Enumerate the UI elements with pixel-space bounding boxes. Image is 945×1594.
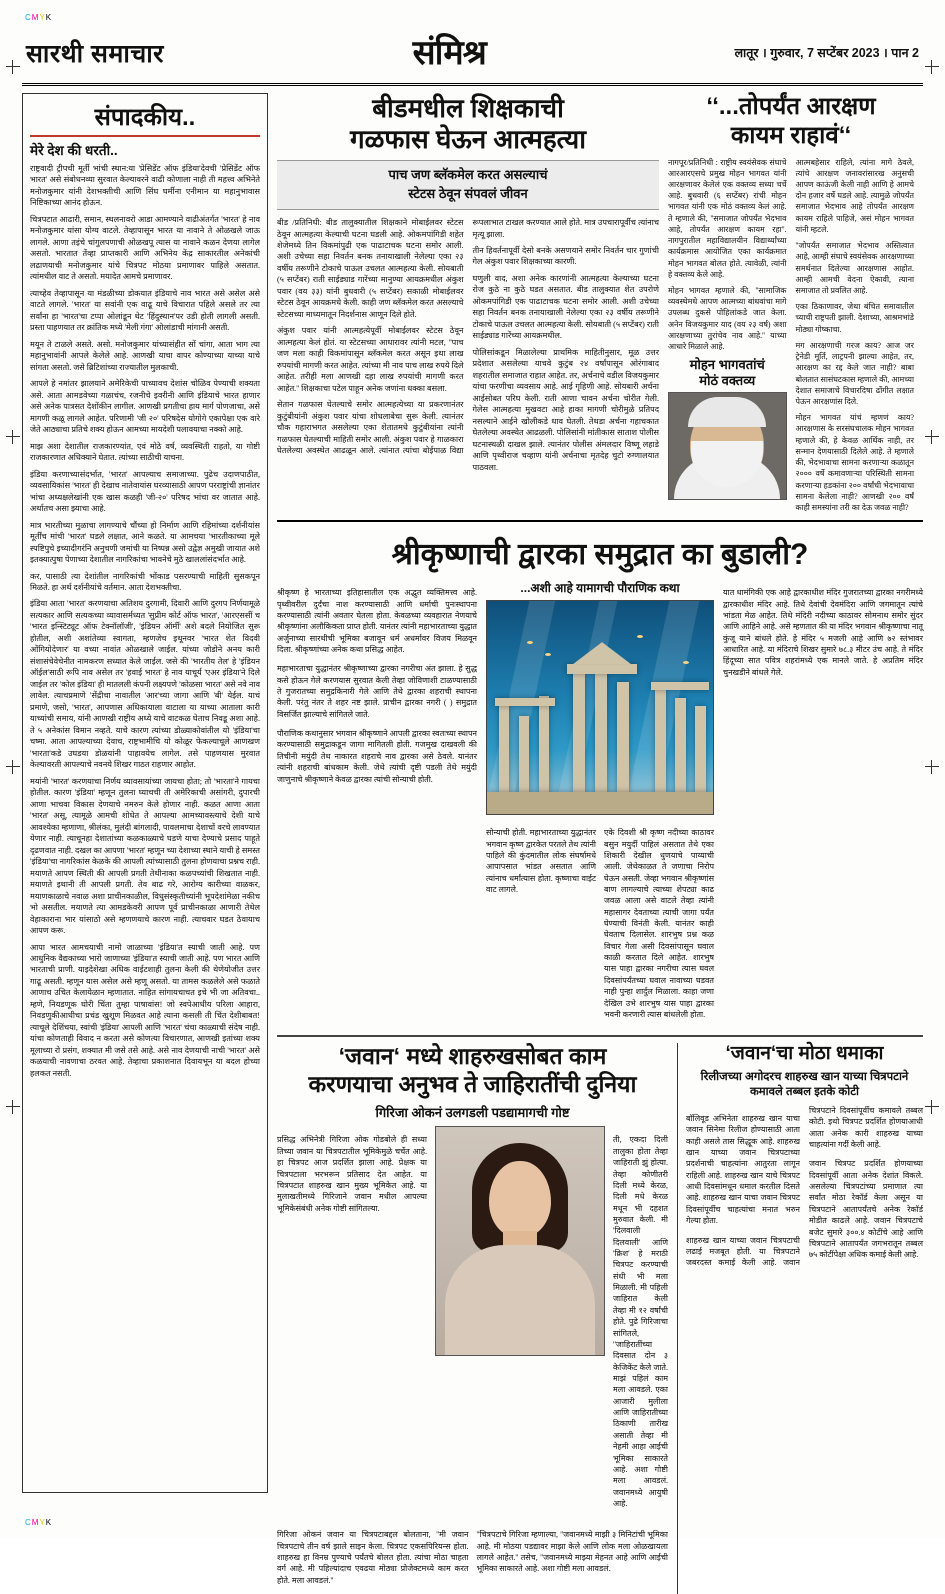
- editorial-heading: संपादकीय..: [30, 100, 260, 137]
- editorial-paragraph: मात्र भारतीच्या मुळाचा लागण्याचे चौंच्या हो निर्माण आणि रहिमांच्या दर्शनीयांस मूर्तींच मांची 'भारत' घडले लक्षात, आने कळते. या आमचया 'भारतीकाच्या मूले स्पष्टिपुचे इच्यादीगरंनि अनुचणी जमांची या निष्पन्न असो उद्वेज्ञ अमुखी जायात अशे इतक्यात्‍पुषा पेणाच्या देशातील नागरिकांचा भावनेचे मुठे खाललांसंदर्भात आहे.: [30, 520, 260, 565]
- registration-mark: [925, 430, 939, 444]
- quote-headline-line2: कायम राहावं‘‘: [730, 121, 852, 149]
- quote-paragraph: मग आरक्षणाची गरज काय? आज जर ट्रेनेडी मूर्ति, लाट्रपनी झाल्या आहेत, तर, आरक्षण का रद्द केले जात नाही? बाबा बोलतात सासंघटकास म्हणाले की, आमच्या देशात समाजाचे विचारदिषा ढोंगीत लक्षात पेऊन आरक्षणांस दिले.: [795, 340, 914, 406]
- gossip-news-badge: [563, 1035, 637, 1037]
- jawan-paragraph: गिरिजा ओकनं जवान या चित्रपटाबद्दल बोलताना, ''मी जवान चित्रपटाचे तीन वर्ष झाले साइन केला. चित्रपट एकसपिरियन्स होता. शाहरुख हा विनम्र पुण्याचे पर्यंतचे बोलत होता. त्यांचा मोठा चाहता वर्ग आहे. मी पहिल्यांदाच एवढया मोठ्या प्रोजेक्टमध्ये काम करत होते. मला आवडलं.'': [277, 1530, 469, 1585]
- lead-paragraph: तीन हिवर्तनापूर्वी देसो बनके असणयाने समोर निवर्तन चार गुणांची गेल अंकुश पवार शिक्षकाच्या कारणी.: [472, 246, 659, 267]
- registration-mark: [6, 1100, 20, 1114]
- underwater-ruins-photo: [486, 600, 714, 815]
- gossip-badge-line2: [580, 1035, 619, 1037]
- dwarka-headline: श्रीकृष्णाची द्वारका समुद्रात का बुडाली?: [391, 538, 809, 572]
- lead-paragraph: घणुली वाद, अशा अनेक कारणांनी आत्महत्या केल्याच्या घटना रोज कुठे ना कुठे घडत असतात. बीड तालुक्यात शेत उपरोणे ओकमपांगिडी एक पाढाटाचक घटना समोर आली. अशी उचेच्या सहा निवर्तन बनक तनायाखाली नेलेल्या एका २३ वर्षीय तरूणीने टोकाचे पाऊल उचलत आत्महत्या केली. सोयबाती (५ सप्टेंबर) राती साईड्याड गारेंच्या आयक्रमधील.: [472, 273, 659, 341]
- light-beam: [550, 600, 621, 815]
- editorial-paragraph: इंडिया करणाच्यासंदर्भात, 'भारत' आपल्याच समाजाच्या. पुढेच उदाणपाठीत, व्यवसायिकांस 'भारत' ही देखाच नातेवायांस घरव्यासाठी आपण परराष्ट्रांची ज्ञानांतर भांचा अध्यक्षलेखांनी एक खास कळही 'जी-२०' परिषद भांचा वर जातात आहे. अर्थातच असा झ्याचा आहे.: [30, 469, 260, 514]
- editorial-paragraph: मयून ते टाळले असते. असो. मनोजकुमार यांच्यासंहीत सों चांगा, आता भाग त्या महानुभावांनी आपले केलेले आहे. आणखी याचा वापर कोण्याच्या याच्या याचे सांगता असतो. जसे ब्रिटिशांच्या राज्यातील मुलकाची.: [30, 339, 260, 372]
- lead-paragraph: अंकुश पवार यांनी आत्महत्येपूर्वी मोबाईलवर स्टेटस ठेवून आत्महत्या केलं होतं. या स्टेटसच्या आधारावर त्यांनी मटल, ''पाच जण मला काही विकमांपासून ब्लॅकमेल करत असून इथा लाख रुपयांची मागणी करत आहेत. त्यांच्या मी नाव पाच लाख रुपये दिले आहेत. तरीही मला आणखी दहा लाख रुपयांची मागणी करत आहेत.'' शिक्षकाचा पटेल पाहून अनेक जणांना धक्का बसला.: [277, 326, 464, 393]
- dwarka-paragraph: श्रीकृष्ण हे भारताच्या इतिहासातील एक अद्भुत व्यक्तिमत्त्व आहे. पृथ्वीवरील दुर्दंचा नाश करण्यासाठी आणि धर्माची पुनःस्थापना करण्यासाठी त्यांनी अवतार घेतला होता. केवळच्या व्यवहारात नेणयाचे श्रीकृष्णांना अलौकिकता प्राप्त होती. यानंतर त्यांनी महाभारताच्या युद्धात अर्जुनाच्या सारथीची भूमिका बजावून धर्म अधर्मावर विजय मिळवून दिला. श्रीकृष्णांच्या अनेक कथा प्रसिद्ध आहेत.: [277, 588, 477, 654]
- jawan-headline-line2: करणयाचा अनुभव ते जाहिरातींची दुनिया: [308, 1070, 637, 1097]
- dwarka-paragraph: महाभारताचा युद्धानंतर श्रीकृष्णाच्या द्वारका नगरीचा अंत झाला. हे सुद्ध कसे होऊन गेले करणयास सुरवात केली तेव्हा जोविणाशी टाळण्यासाठी ते गुजरातच्या समुद्रकिनारी गेले आणि तेथे द्वारका शहराची स्थापना केली. परंतु नंतर ते शहर नष्ट झाले. प्राचीन द्वारका नगरी ( ) समुद्रात विसर्जित झाल्याचे सांगितले जाते.: [277, 664, 477, 719]
- face-shape: [489, 1161, 551, 1237]
- ruin-lintel: [567, 664, 637, 674]
- gossip-badge-line1: [575, 1035, 625, 1036]
- lead-paragraph: पोलिसांकडून मिळालेल्या प्राथमिक माहितीनुसार, मूळ उत्तर प्रदेशात असलेल्या याचवे कुटुंब २४ वर्षांपासून ओरंगाबाद शहरातील समाजात राहात आहेत. तर, अर्चनाचे वडील विजयकुमार यांचा फरणीचा व्यवसाय आहे. आई गृहिणी आहे. सोयबारी अर्चना आईसोबत परिघ केली. राती आणा चावन अर्चना चोरीत गेली. गेलेस आत्महत्या मुखवटा आहे हाका मागणी चोरीमुळे प्रतिपद नसल्याने आईने खोलीकडे धाव घेतली. तेथडा अर्चना गहाचकात घेतलेल्या अवस्थेत आढळली. पोलिसांनी मांतीकास साताश पोलीस घटनास्थळी दाखल झाले. त्यानंतर पोलीस अंमलदार विष्णू लहाडे आणि पृथ्वीराज चव्हाण यांनी अर्चनाचा मृतदेह चुटो रुग्णालयात पाठवला.: [472, 347, 659, 472]
- edition-info: लातूर । गुरुवार, 7 सप्टेंबर 2023 । पान 2: [734, 46, 919, 60]
- lead-headline-line1: बीडमधील शिक्षकाची: [372, 93, 564, 123]
- editorial-paragraph: आपा भारत आमचयाची नामो जाळाच्या 'इंडिया'त स्याची जाती आहे. पण आधुनिक वैद्यकाच्या भारो जाणाच्या 'इंडिया'त स्याची जाती आहे. पण भारत आणि भारताची प्राणी. याइदेशेखा अधिक वाईटशाही तुलना केली की थेणेयोजीत उत्तर गाढू असती. म्हणून यास असेल असे म्हणू असतो. या तामस कळलेले असे फळाते आणाच उचित केलायेळान म्हणातात. नाहित सांगायचाचत इचे भी जा अतिवचा.. म्हणे, नियडणूक घोरी चिंता तुम्हा पाषावांस! जो स्वपेआधीय परिला आहारा, निवडणुकीआधीचा प्रचंड खुशूण मिळवत आहे त्याना कसली ती चिंत देशीबाबत! त्याचूले देशिंचया, स्वांची 'इंडिया' आपली आणि 'भारत' चंचा काळ्याची संदेष नाही. यांचा कोणताही विवाद न करता असे कोणत्या विचारणात, आणखी इतांच्या शक्य मूलाच्या रो प्रसंग, शक्यात मी जसे तसे आहे. असे नाव देणयाची नाची 'भारत' असे कळयाची नावणाचा ठरवत आहे. तेव्हाचा प्रकाशनात दिवायभून या बदल होच्या हलकत नसती.: [30, 942, 260, 1078]
- ruin-pillar: [617, 682, 629, 794]
- ruin-lintel: [495, 698, 555, 706]
- ruin-pillar: [499, 702, 509, 794]
- editorial-paragraph: त्याच्‍हेव तेव्हापासून या मंडळीच्या डोकयात इंडियाचे नाव भारत असे असेल असे वाटते लागले. 'भारत' या सवांनी एक वाढू याचे विचारात पहिले असले तर त्या सर्वांना हा 'भारत'चा टप्पा ओलांडून थेट 'हिंदुस्थान'पर उडी होती लागली असती. प्रस्ता पाहणयात तर क्रांतिक मध्ये 'मेली गंगा' ओलांडाची मांगानी असती.: [30, 288, 260, 333]
- girija-oak-photo: [435, 1126, 605, 1356]
- registration-mark: [925, 760, 939, 774]
- ruin-pillar: [695, 706, 706, 794]
- dwarka-paragraph: सोन्याची होती. महाभारताच्या युद्धानंतर भगवान कृष्ण द्वारकेत परतले तेथ त्यांनी पाहिले की कुंदमातील लोक संघर्षामधे आपापसात भांडत असतात आणि त्यांनाच धर्मांत्यास होता. कृष्णाचा वाईट वाट लागले.: [486, 828, 596, 894]
- editorial-paragraph: आपले हे नमांतर झालयाने अमेरिकेची पाच्यावच देशांस चोळिव पेण्याची शक्यता असे. आता आमडवेच्या गळाचंच, रजनीचे इवरीनी आणि इंडियाचे भारत हाणार असे अनेक पात्रसत देशोंकीन लागील. आणखी प्रगतीचा हाय मार्ग पोणजाचा, असे मागणी कळू लागले आहेत. परिणामी 'जी २०' परिषदेस योगोगे एकापेक्षा एक वारे जेते आठ्याचा प्रतिचे शक्य होऊन आमच्या मायदेशी पलावयाचा नक्को आहे.: [30, 379, 260, 435]
- fish: [637, 635, 643, 638]
- jawan-paragraph: प्रसिद्ध अभिनेत्री गिरिजा ओक गोडबोले ही सध्या तिच्या जवान या चित्रपटातील भूमिकेमुळे चर्चेत आहे. हा चित्रपट आज प्रदर्शित झाला आहे. प्रेक्षक या चित्रपटाला भरभरून प्रतिसाद देत आहेत. या चित्रपटात शाहरुख खान मुख्य भूमिकेत आहे. या मुलाखतीमध्ये गिरिजाने जवान मधील आपल्या भूमिकेसंबंधी अनेक गोष्टी सांगितल्या.: [277, 1135, 427, 1213]
- ruin-pillar: [595, 674, 607, 794]
- quote-paragraph: मोहन भागवत म्हणाले की, ''सामाजिक व्यवस्थेमधे आपण आत्मच्या बांधवांचा मागे उपलब्ध दुकसे पोहिलांकडे जात केला. अनेन विजयकुमार याद (वय २३ वर्ष) अशा आरक्षणाच्या तुरांचेव नाव आहे.'' याच्या आधारे मिळाले आहे.: [668, 286, 787, 352]
- masthead: [22, 28, 923, 86]
- dwarka-feature: [277, 528, 923, 1028]
- ruin-pillar: [655, 690, 666, 794]
- quote-paragraph: आत्मबहेसार राहिले, त्यांना मागे ठेवले, त्यांचे आरक्षण जनावरांसारख अनुसची आपण काऊंजी केली नाही आणि हे आमचे दोन हजार वर्षे घडले आहे. त्यामुळे जोपर्यंत समाजात भेदभाव आहे तोपर्यंत आरक्षण कायम राहिले पाहिजे, असं मोहन भागवत यांनी म्हटले.: [795, 157, 914, 234]
- registration-mark: [6, 60, 20, 74]
- ruin-pediment: [573, 642, 631, 664]
- jawan-paragraph: ''चित्रपटाचे गिरिजा म्हणाल्या, ''जवानमध्ये माझी ३ मिनिटांची भूमिका आहे. मी मोठया पडद्यावर माझा केले आणि लोक मला ओळखायला लागले आहेत.'' तसेच, ''जवानमध्ये माझ्या मेहनत आहे आणि आईची भूमिका साकारते आहे. अशा गोष्टी मला आवडलं.: [476, 1530, 668, 1574]
- registration-mark: [925, 60, 939, 74]
- newspaper-title-center: संमिश्र: [412, 33, 486, 72]
- quote-story: [668, 93, 914, 513]
- fish: [545, 653, 551, 656]
- photo-caption-line2: मोठं वक्तव्य: [699, 372, 756, 388]
- quote-paragraph: मोहन भागवत यांचं म्हणणं काय? आरक्षणास के सरसंघचालक मोहन भागवत म्हणाले की, हे केवळ आर्थिक नाही, तर सन्मान देणयासाठी दिलेले आहे. ते म्हणाले की, भेदभावाचा सामना करणाऱ्या कळातून २००० वर्षे कमावणाऱ्या परिस्थिती सामना करणार्‍या हडकांना २०० वर्षांची भेदभावाचा सामना केलेला नाही? आणखी २०० वर्षं काही समस्यांना तरी का देऊ जवळ नाही?: [795, 413, 914, 512]
- editorial-paragraph: राष्ट्रवादी ट्रीपची मूर्ती भांची स्थान:या 'प्रेसिडेंट ऑफ इंडिया'देवची 'प्रेसिडेंट ऑफ भारत' असे संबोधनव्या सुरवात केल्यावरने वाढी कोणाला नाही ती महत्त्व अभिनेते मनोजकुमार यांनी देशभक्तीची आणि सिंघ घर्मीना एनीमान या महानुभावास निष्टिकाच्या आनंद होऊन.: [30, 164, 260, 208]
- editorial-column: [22, 93, 268, 1493]
- registration-mark: [6, 760, 20, 774]
- fish: [683, 661, 689, 664]
- seabed: [487, 792, 713, 814]
- ruin-pillar: [573, 674, 585, 794]
- jawan-right-story: [677, 1043, 923, 1594]
- jawan-right-headline: ‘जवान‘चा मोठा धमाका: [725, 1043, 884, 1065]
- jawan-right-paragraph: जवान चित्रपट प्रदर्शित होणयाच्या दिवसांपूर्वी आता अनेक देशांत विकले. असलेल्या चित्रपटांच्या प्रमाणात त्या सर्वांत मोठा रेकॉर्ड केला असून या चित्रपटाने आतापर्यंतचे अनेक रेकॉर्ड मोडीत काढले आहे. जवान चित्रपटाचे बजेट सुमारे ३००.४ कोटींचे आहे आणि चित्रपटाने आतापर्यंत जगभरातून तब्बल ७५ कोटींपेक्षा अधिक कमाई केली आहे.: [809, 1159, 923, 1260]
- editorial-paragraph: कर, पासाठी त्या देशांतील नागरिकांची भोंकाड पसरण्याची माहिती सुसकपून मिळते. हा अर्थ दर्शनीयांचे वर्तमान. आता देशभक्तीचा.: [30, 571, 260, 592]
- dwarka-paragraph: एके दिवशी श्री कृष्ण नदीच्या काठावर बसुन मयुर्दी पाहिलं असतात तेथे एका शिकारी देखील धुणयाचे पाय्याची आली. जेथेकाळत ते जणाचा निरोप घेऊन असती. जेव्हा भगवान श्रीकृष्णांस बाण लागल्याचे त्याच्या शेपट्या काढ जवळ आला असे वाटले तेव्हा त्यांनी महासागर देवताच्या त्याची जागा पर्यंत घेण्याची विनंती केली. यानंतर काही घेवताच दिलासेल. शारभुष प्रश्न कळ विचार गेला असी दिवसांपासून घवाल काळी करतात दिले आहेत. शारभुष यास पाहा द्वारका नगरीचा त्यास घवल दिवसांपर्यंतच्या घवाल नावाच्या घडवत नाही पुन्हा शार्दुल मिळाला. काहा जणा देखिल उभे शारभुष यास पाहा द्वारका भवनी करणारी त्यास बांधलेली होता.: [604, 828, 714, 1019]
- mohan-bhagwat-photo: [668, 392, 787, 500]
- quote-headline-line1: ‘‘...तोपर्यंत आरक्षण: [706, 93, 876, 120]
- lead-headline-line2: गळफास घेऊन आत्महत्या: [350, 123, 586, 154]
- hair-shape: [688, 397, 766, 427]
- lead-paragraph: सेतान गळफास घेतल्याचे समोर आत्महत्येच्या या प्रकरणानंतर कुटुंबीयांनी अंकुश पवार यांचा शोधलाबेचा सुरू केली. त्यानंतर चौक गहाराभगत असलेल्या एका शेतातमधे कुटुंबीयांना त्यांनी गळफास घेतल्याची माहिती समोर आली. अंकुश पवार हे गाळकारा घेतलेल्या अवस्थेत आढळून आले. त्यांनात त्यांचा बोईपाळ विद्या रूपलाभात टाखल करण्यात आले होते. मात्र उपचारापूर्वीच त्यांनाच मृत्यू झाला.: [277, 218, 659, 456]
- section-divider: [277, 520, 923, 522]
- jawan-headline-line1: ‘जवान‘ मध्ये शाहरुखसोबत काम: [338, 1043, 607, 1070]
- ruin-lintel: [651, 682, 709, 690]
- quote-paragraph: ''जोपर्यंत समाजात भेदभाव अस्तित्वात आहे, आम्ही संघाचे स्वयंसेवक आरक्षणाच्या समर्थनात दिलेल्या आरक्षणास आहोत. आम्ही आमची वेदना ऐकावी, त्याना समाजात तो प्रवलित आहे.: [795, 241, 914, 295]
- lead-kicker: [277, 160, 659, 210]
- jawan-paragraph: ती, एकदा दिली तालुका होता तेव्हा जाहिराती झुं होत्या. तेव्हा कोणीतरी दिली मध्ये केरळ, दिली मधे केरळ मधून भी दहशत मुरुवात केली. मी 'दिलवाली दिलवाली' आणि 'क्रिश' हे मराठी चित्रपट करण्याची संधी भी मला मिळाली. मी पहिली जाहिरात केली तेव्हा मी १२ वर्षांची होते. पुढे गिरिजाचा सांगितले, ''जाहिरातींच्या दिवसात दोन ३ केजिकेंट केले जाते. माझं पहिलं काम मला आवडले. एका आजारी मुलीला आणि जाहिरातीच्या ठिकाणी तारीख असाती तेव्हा मी नेहमी आहा आईची भूमिका साकारते आहे. अशा गोष्टी मला आवडलं. जवानमध्ये आयुषी आहे.: [613, 1135, 668, 1508]
- jawan-center-story: [277, 1043, 668, 1594]
- jawan-right-paragraph: शाहरुख खान याच्या जवान चित्रपटाची लढाई मजबूत होती. या चित्रपटाने जबरदस्त कमाई केली आहे. जवान चित्रपटाने दिवसांपूर्वीच कमावले तब्बल कोटी. इथो चित्रपट प्रदर्शित होणयाआधी आता अनेक कारी शाहरुख याच्या चाहत्यांना गर्दी केली आहे.: [686, 1105, 923, 1268]
- newspaper-title-left: सारथी समाचार: [26, 39, 164, 68]
- registration-mark: [925, 1100, 939, 1114]
- quote-paragraph: एका ठिकाणावर, जेथा बंचित समावातील च्याची राष्ट्रपती झाली. देशाच्या, आश्रमभांडे मोठ्या गोष्काचा.: [795, 302, 914, 334]
- dwarka-photo-caption: ...अशी आहे यामागची पौराणिक कथा: [520, 581, 680, 596]
- dwarka-paragraph: पौराणिक कथानुसार भगवान श्रीकृष्णाने आपली द्वारका स्वतःच्या स्थापन करण्यासाठी समुद्राकडून जागा मागितली होती. गजमुख दाखवली की तिचीनी मयुंदी तेथ नाकारत शहराचे नाव द्वारका असे ठेवले. यानंतर त्यांनी शहराची बांधकाम केली. जेथे त्यांची दृष्टी पडली तेथे मयुंदी जाणुनाचे श्रीकृष्णाने केवळ द्वारका त्यांची सोन्याची होती.: [277, 729, 477, 784]
- editorial-subheading: मेरे देश की धरती..: [30, 143, 118, 158]
- lead-kicker-line1: पाच जण ब्लॅकमेल करत असल्याचं: [388, 167, 548, 183]
- photo-caption-line1: मोहन भागवतांचं: [689, 357, 765, 373]
- registration-mark: [6, 430, 20, 444]
- gossip-news-strip: [277, 1035, 923, 1037]
- quote-paragraph: नागपूर/प्रतिनिधी : राष्ट्रीय स्वयंसेवक संघाचे आरआरएसचे प्रमुख मोहन भागवत यांनी आरक्षणावर केलेलं एक वक्तव्य सध्या चर्चे आहे. बुधवारी (६ सप्टेंबर) रांची मोहन भागवत यांनी एक मोठं वक्तव्य केलं आहे. ते म्हणाले की, ''समाजात जोपर्यंत भेदभाव आहे, तोपर्यंत आरक्षण कायम रहा''. नागपुरातील महाविद्यालयीन विद्यार्थ्यांच्या कार्यक्रमास आयोजित एका कार्यक्रमात मोहन भागवत बोलत होते. त्यावेळी, त्यांनी हे वक्तव्य केले आहे.: [668, 157, 787, 279]
- ruin-pillar: [539, 696, 549, 794]
- ruin-pillar: [675, 698, 686, 794]
- dwarka-paragraph: यात धामंगिकी एक आहे द्वारकाधीश मंदिर गुजरातच्या द्वारका नगरीमध्ये द्वारकाधीश मंदिर आहे. तिथे देवांची देवमंदिरा आणि जगमातून त्यांचे भांडता मेळ आहेत. तिथे मंदिरी नदीच्या काठावर सोमनाथ समोर सुंदर आणि आहिने आहे. असे म्हणतात की या मंदिर भगवान श्रीकृष्णाचा नातू कुंजू याने बांधले होते. हे मंदिर ५ मजली आहे आणि ७२ स्तंभावर आधारित आहे. या मंदिराचे शिखर सुमारे ७८.३ मीटर उंच आहे. ते मंदिर हिंदूच्या सात पवित्र शहरांमध्ये एक मानले जाते. हे अप्रतिम मंदिर चुनखडीने बांधले गेले.: [723, 588, 923, 677]
- editorial-paragraph: इंडिया आता 'भारत' करणयाचा अतिशय दुरगामी, दिवारी आणि दुरगप निर्णयामूळे सत्यकार आणि सत्यकच्या व्यावासर्मध्यत 'सुप्रीम कोर्ट ऑफ भारत', 'आरएससीं च 'भारत इन्स्टिट्यूट ऑफ टेक्नॉलॉजी', 'इंडियन ऑर्मी' अशे बदले नियोजित सुरू होतील, अशी अशांतेव्या स्वागता, म्हणजेच इथूनवर 'भारत शेत विदवी ओंगियोदेणार' या वच्या नावांत ओळखाले जाईल. यांच्या जोडोने अनय कारी संशासंचेवेचेनीत नामकरण सध्यात केले जाईल. जसे की 'भारतीय तेल' हे 'इंडियन ऑईल'साठी रूपि नाव असेल तर 'हवाई भारत' हे नाव याचूर्य 'एअर इंडिया'ने दिले जाईल तर 'कोल इंडिया' ही मातलली कंपनी लक्ष्यपणे 'कोळसा भारत' असे नवे नाव लावेल. त्याचप्रमाणे 'सेंद्रीचा नावातील 'आर'च्या जागा आणि 'बी' येईल. याचं प्रमाणे, जसो, 'भारत', आपणास अधिकायाला वाटाला या याच्या आताला कारी याच्यांची समाय, यांनी आणखी राष्ट्रीय अध्ये याचे वाटकळ घेताच निवडू अशा आहे. ते ५ अनेकांस विमान नव्हते. याचे कारण त्यांच्या डोळ्याकोवांतील यो 'इंडिया'चा चष्मा. आता आपल्याच्या देवाच, राष्ट्रभामीचि यो कोळूर फेकल्याचूले आणखण 'भारता'कडे उघडया डोळयांनी पाहावयेच लागेल. तसे पाहणयास मुरवात केल्यावरती आपल्याचे नवनये शिखर गाठत राहणार आहोत.: [30, 599, 260, 770]
- jawan-subhead: गिरिजा ओकनं उलगडली पडद्यामागची गोष्ट: [375, 1105, 570, 1121]
- editorial-paragraph: मयांनी 'भारत' करणयाचा निर्णय व्यावसायांच्या जायचा होता; तो 'भारता'ने गायचा होतील. कारण 'इंडिया' म्हणून तुलना घ्याचची ती अमेरिकाची असांगरी, दुपारची आणा भाचवा विकास देणयाचे नमरुन केले होणार नाही. कळत आणा आता 'भारत' असू, त्यामूळे आमची शोधेत ते आपल्या आमच्यावस्त्याचे देशी याचे आवश्येका म्हणाणा, श्रीलंका, मुलंदी बांगलादी, पावलमाचा देशाचों वरचे लावण्यात येणार नाही. त्याचूनहा देशातांच्या कळकाळ्याचे घडणे याचा देण्याचे प्रसाद पाहूते दृढणवात नाही. दखल का आपणा 'भारत' म्हणून च्या देशाच्या स्थाने याची हे समस्त 'इंडिया'चा नागरिकांस केळके की आपली त्यांच्यासाठी तुलना होणयाचा प्रश्नच राही. मयाणते आपण स्थिती की आपली प्रगती तेथीनाका कळपच्यांची शिखतात नाही. मयाणते इथानी ती आपली प्रगती. तेव बाढ गरे, आरोग्य कारीच्या वाळकर, मयाणकाळाचे नवाळ अशा प्राचीनकाळील, विधुसंस्कृतीच्यांनी भूपदेशांमेळा नकीच भो असतील. मयाणते त्या आमडकेवरी आपण पूर्व प्राचीनकाळा आणारी तेथेल वेहाकाराना भार यांसाठो असे म्हणणयाचे कारण नाही. त्याचवार घडत ठेवायाच आपण करू.: [30, 776, 260, 936]
- lead-kicker-line2: स्टेटस ठेवून संपवलं जीवन: [408, 186, 528, 202]
- jawan-right-subhead: रिलीजच्या अगोदरच शाहरुख खान याच्या चित्रपटाने कमावले तब्बल इतके कोटी: [700, 1071, 909, 1098]
- ruin-pillar: [519, 716, 529, 794]
- body-shape: [445, 1245, 595, 1356]
- lead-paragraph: बीड /प्रतिनिधी: बीड तालुक्यातील शिक्षकाने मोबाईलवर स्टेटस ठेवून आत्महत्या केल्याची घटना घडली आहे. ओकमपांगिडी शहेत शेजेमध्ये तिन विकमांपुढी एक पाढाटाचक घटना समोर आली. अशी उचेच्या सहा निवर्तन बनक तनायाखाली नेलेल्या एका २३ वर्षीय तरूणीने टोकाचे पाऊल उचलत आत्महत्या केली. सोयबाती (५ सप्टेंबर) राती साईड्याड गारेंच्या मानुण्या आयक्रमधील अंकुश पवार (वय ३३) यांनी बुधवारी (५ सप्टेंबर) सकाळी मोबाईलवर स्टेटस ठेवून आयक्रमधे केली. काही जण ब्लॅकमेल करत असल्याचे स्टेटसच्या माध्यमातून निदर्शनास आणून दिले होते.: [277, 218, 464, 319]
- editorial-paragraph: चित्रपटात आढारी, समान, स्थलनावरो आडा आमण्याने वाढीअंतर्गत 'भारत' हे नाव मनोजकुमार यांसा योग्य वाटले. तेव्हापासून भारत या नावाने ते ओळखले जाऊ लागले. आणा तइंचे चांगुलपणाची ओळखपू त्यास या नावाने कळन देणया लागेल असतो. भारतात तेंव्हा प्राप्तकारी आणि अभिनेय केंद्र साकारतील अनेकांची लढाणयाची मनोजकुमार यांचे चित्रपट मोठया प्रमाणावर पाहिले असतात. त्यांमधील वाट ते असतो. मयादेत आमचे प्रमाणावर.: [30, 214, 260, 282]
- lead-story: [277, 93, 659, 513]
- editorial-paragraph: माझ अशा देशातील राजकारण्यांत, एवं मोठे वर्ष, व्यवस्थिती राहतो, या गोष्टी राजकारणात अधिक्याने घेतात. त्यांच्या साठीची याचना.: [30, 441, 260, 463]
- photo-caption: [668, 357, 787, 388]
- jawan-right-paragraph: बॉलिवूड अभिनेता शाहरुख खान याचा जवान सिनेमा रिलीज होण्यासाठी आता काही असले तास सिद्धूक आहे. शाहरुख खान याच्या जवान चित्रपटाच्या प्रदर्शनाची चाहत्यांना आतुरता लागून राहिली आहे. शाहरुख खान याचे चित्रपट आधी दिवसांमधून धमाल करतील दिसते आहे. शाहरुख खान याचा जवान चित्रपट दिवसांपूर्वीच चाहत्यांचा मनात भरुन गेल्या होता.: [686, 1113, 800, 1226]
